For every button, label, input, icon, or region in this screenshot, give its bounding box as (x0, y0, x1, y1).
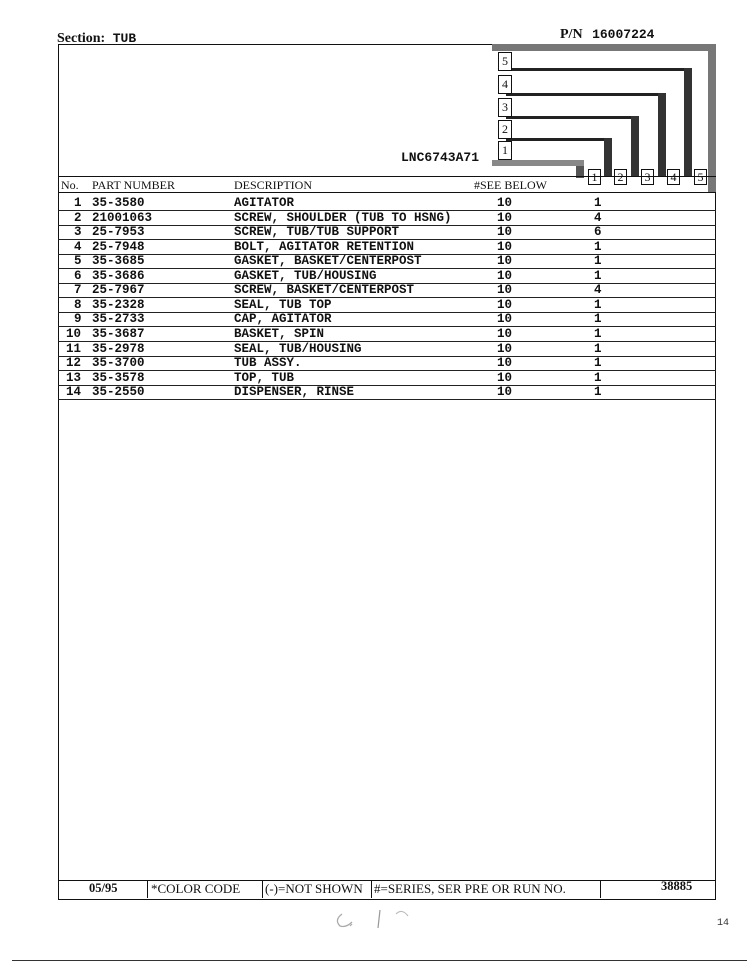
row-part-number: 35-2328 (92, 297, 145, 312)
footer-not-shown: (-)=NOT SHOWN (265, 881, 363, 896)
row-quantity: 1 (594, 297, 602, 312)
row-quantity: 1 (594, 356, 602, 371)
column-box-5: 5 (694, 169, 707, 185)
row-part-number: 25-7967 (92, 283, 145, 298)
row-quantity: 1 (594, 341, 602, 356)
row-number: 4 (74, 239, 82, 254)
corner-mark: 14 (717, 918, 730, 929)
row-description: TUB ASSY. (234, 356, 302, 371)
row-description: DISPENSER, RINSE (234, 385, 355, 400)
level-box-1: 1 (498, 141, 512, 160)
row-number: 7 (74, 283, 82, 298)
row-number: 13 (66, 370, 82, 385)
row-quantity: 1 (594, 370, 602, 385)
level-box-5: 5 (498, 52, 512, 71)
column-box-2: 2 (614, 169, 627, 185)
row-description: SCREW, TUB/TUB SUPPORT (234, 225, 400, 240)
row-description: BASKET, SPIN (234, 326, 325, 341)
row-quantity: 1 (594, 254, 602, 269)
footer-series-note: #=SERIES, SER PRE OR RUN NO. (374, 881, 566, 896)
row-series: 10 (497, 312, 513, 327)
row-part-number: 35-3578 (92, 370, 145, 385)
row-description: BOLT, AGITATOR RETENTION (234, 239, 415, 254)
footer-color-code: *COLOR CODE (151, 881, 241, 896)
col-header-no: No. (61, 178, 79, 192)
column-box-4: 4 (667, 169, 680, 185)
row-quantity: 6 (594, 225, 602, 240)
parts-table-body (0, 0, 750, 420)
row-series: 10 (497, 254, 513, 269)
row-part-number: 25-7948 (92, 239, 145, 254)
row-part-number: 35-3685 (92, 254, 145, 269)
row-quantity: 1 (594, 312, 602, 327)
row-divider (58, 341, 716, 342)
row-series: 10 (497, 297, 513, 312)
row-series: 10 (497, 370, 513, 385)
row-series: 10 (497, 268, 513, 283)
row-quantity: 1 (594, 385, 602, 400)
row-description: SEAL, TUB/HOUSING (234, 341, 362, 356)
row-number: 5 (74, 254, 82, 269)
level-box-2: 2 (498, 120, 512, 139)
row-series: 10 (497, 239, 513, 254)
row-number: 9 (74, 312, 82, 327)
pn-value: 16007224 (592, 27, 655, 42)
section-label: Section: (57, 31, 106, 46)
row-description: CAP, AGITATOR (234, 312, 332, 327)
row-quantity: 4 (594, 210, 602, 225)
handwritten-scribble (330, 902, 420, 932)
row-number: 11 (66, 341, 82, 356)
col-header-description: DESCRIPTION (234, 178, 313, 192)
row-part-number: 35-2550 (92, 385, 145, 400)
row-number: 8 (74, 297, 82, 312)
row-part-number: 35-2733 (92, 312, 145, 327)
row-description: GASKET, BASKET/CENTERPOST (234, 254, 422, 269)
row-quantity: 4 (594, 283, 602, 298)
row-part-number: 35-3700 (92, 356, 145, 371)
row-divider (58, 297, 716, 298)
row-number: 2 (74, 210, 82, 225)
row-divider (58, 370, 716, 371)
row-part-number: 35-2978 (92, 341, 145, 356)
row-number: 14 (66, 385, 82, 400)
diagram-code: LNC6743A71 (401, 150, 480, 165)
level-box-4: 4 (498, 75, 512, 94)
row-series: 10 (497, 385, 513, 400)
row-series: 10 (497, 210, 513, 225)
row-part-number: 21001063 (92, 210, 153, 225)
row-description: GASKET, TUB/HOUSING (234, 268, 377, 283)
level-box-3: 3 (498, 98, 512, 117)
row-number: 3 (74, 225, 82, 240)
row-series: 10 (497, 283, 513, 298)
col-header-see-below: #SEE BELOW (474, 178, 547, 192)
row-part-number: 35-3580 (92, 196, 145, 210)
row-series: 10 (497, 341, 513, 356)
row-quantity: 1 (594, 326, 602, 341)
section-value: TUB (112, 31, 137, 46)
row-series: 10 (497, 326, 513, 341)
row-description: SCREW, SHOULDER (TUB TO HSNG) (234, 210, 452, 225)
row-quantity: 1 (594, 239, 602, 254)
row-description: SCREW, BASKET/CENTERPOST (234, 283, 415, 298)
row-divider (58, 356, 716, 357)
row-divider (58, 399, 716, 400)
row-divider (58, 326, 716, 327)
row-number: 1 (74, 196, 82, 210)
row-number: 10 (66, 326, 82, 341)
col-header-part-number: PART NUMBER (92, 178, 175, 192)
row-description: SEAL, TUB TOP (234, 297, 332, 312)
column-box-1: 1 (588, 169, 601, 185)
row-number: 6 (74, 268, 82, 283)
row-part-number: 25-7953 (92, 225, 145, 240)
row-number: 12 (66, 356, 82, 371)
row-series: 10 (497, 196, 513, 210)
row-quantity: 1 (594, 196, 602, 210)
footer-page-code: 38885 (661, 879, 693, 893)
footer-date: 05/95 (89, 881, 118, 895)
column-box-3: 3 (641, 169, 654, 185)
row-description: AGITATOR (234, 196, 295, 210)
row-series: 10 (497, 356, 513, 371)
page-bottom-rule (12, 960, 747, 961)
row-description: TOP, TUB (234, 370, 295, 385)
row-quantity: 1 (594, 268, 602, 283)
row-divider (58, 385, 716, 386)
row-series: 10 (497, 225, 513, 240)
row-divider (58, 312, 716, 313)
pn-label: P/N (560, 27, 583, 42)
row-part-number: 35-3687 (92, 326, 145, 341)
row-part-number: 35-3686 (92, 268, 145, 283)
row-divider (58, 268, 716, 269)
